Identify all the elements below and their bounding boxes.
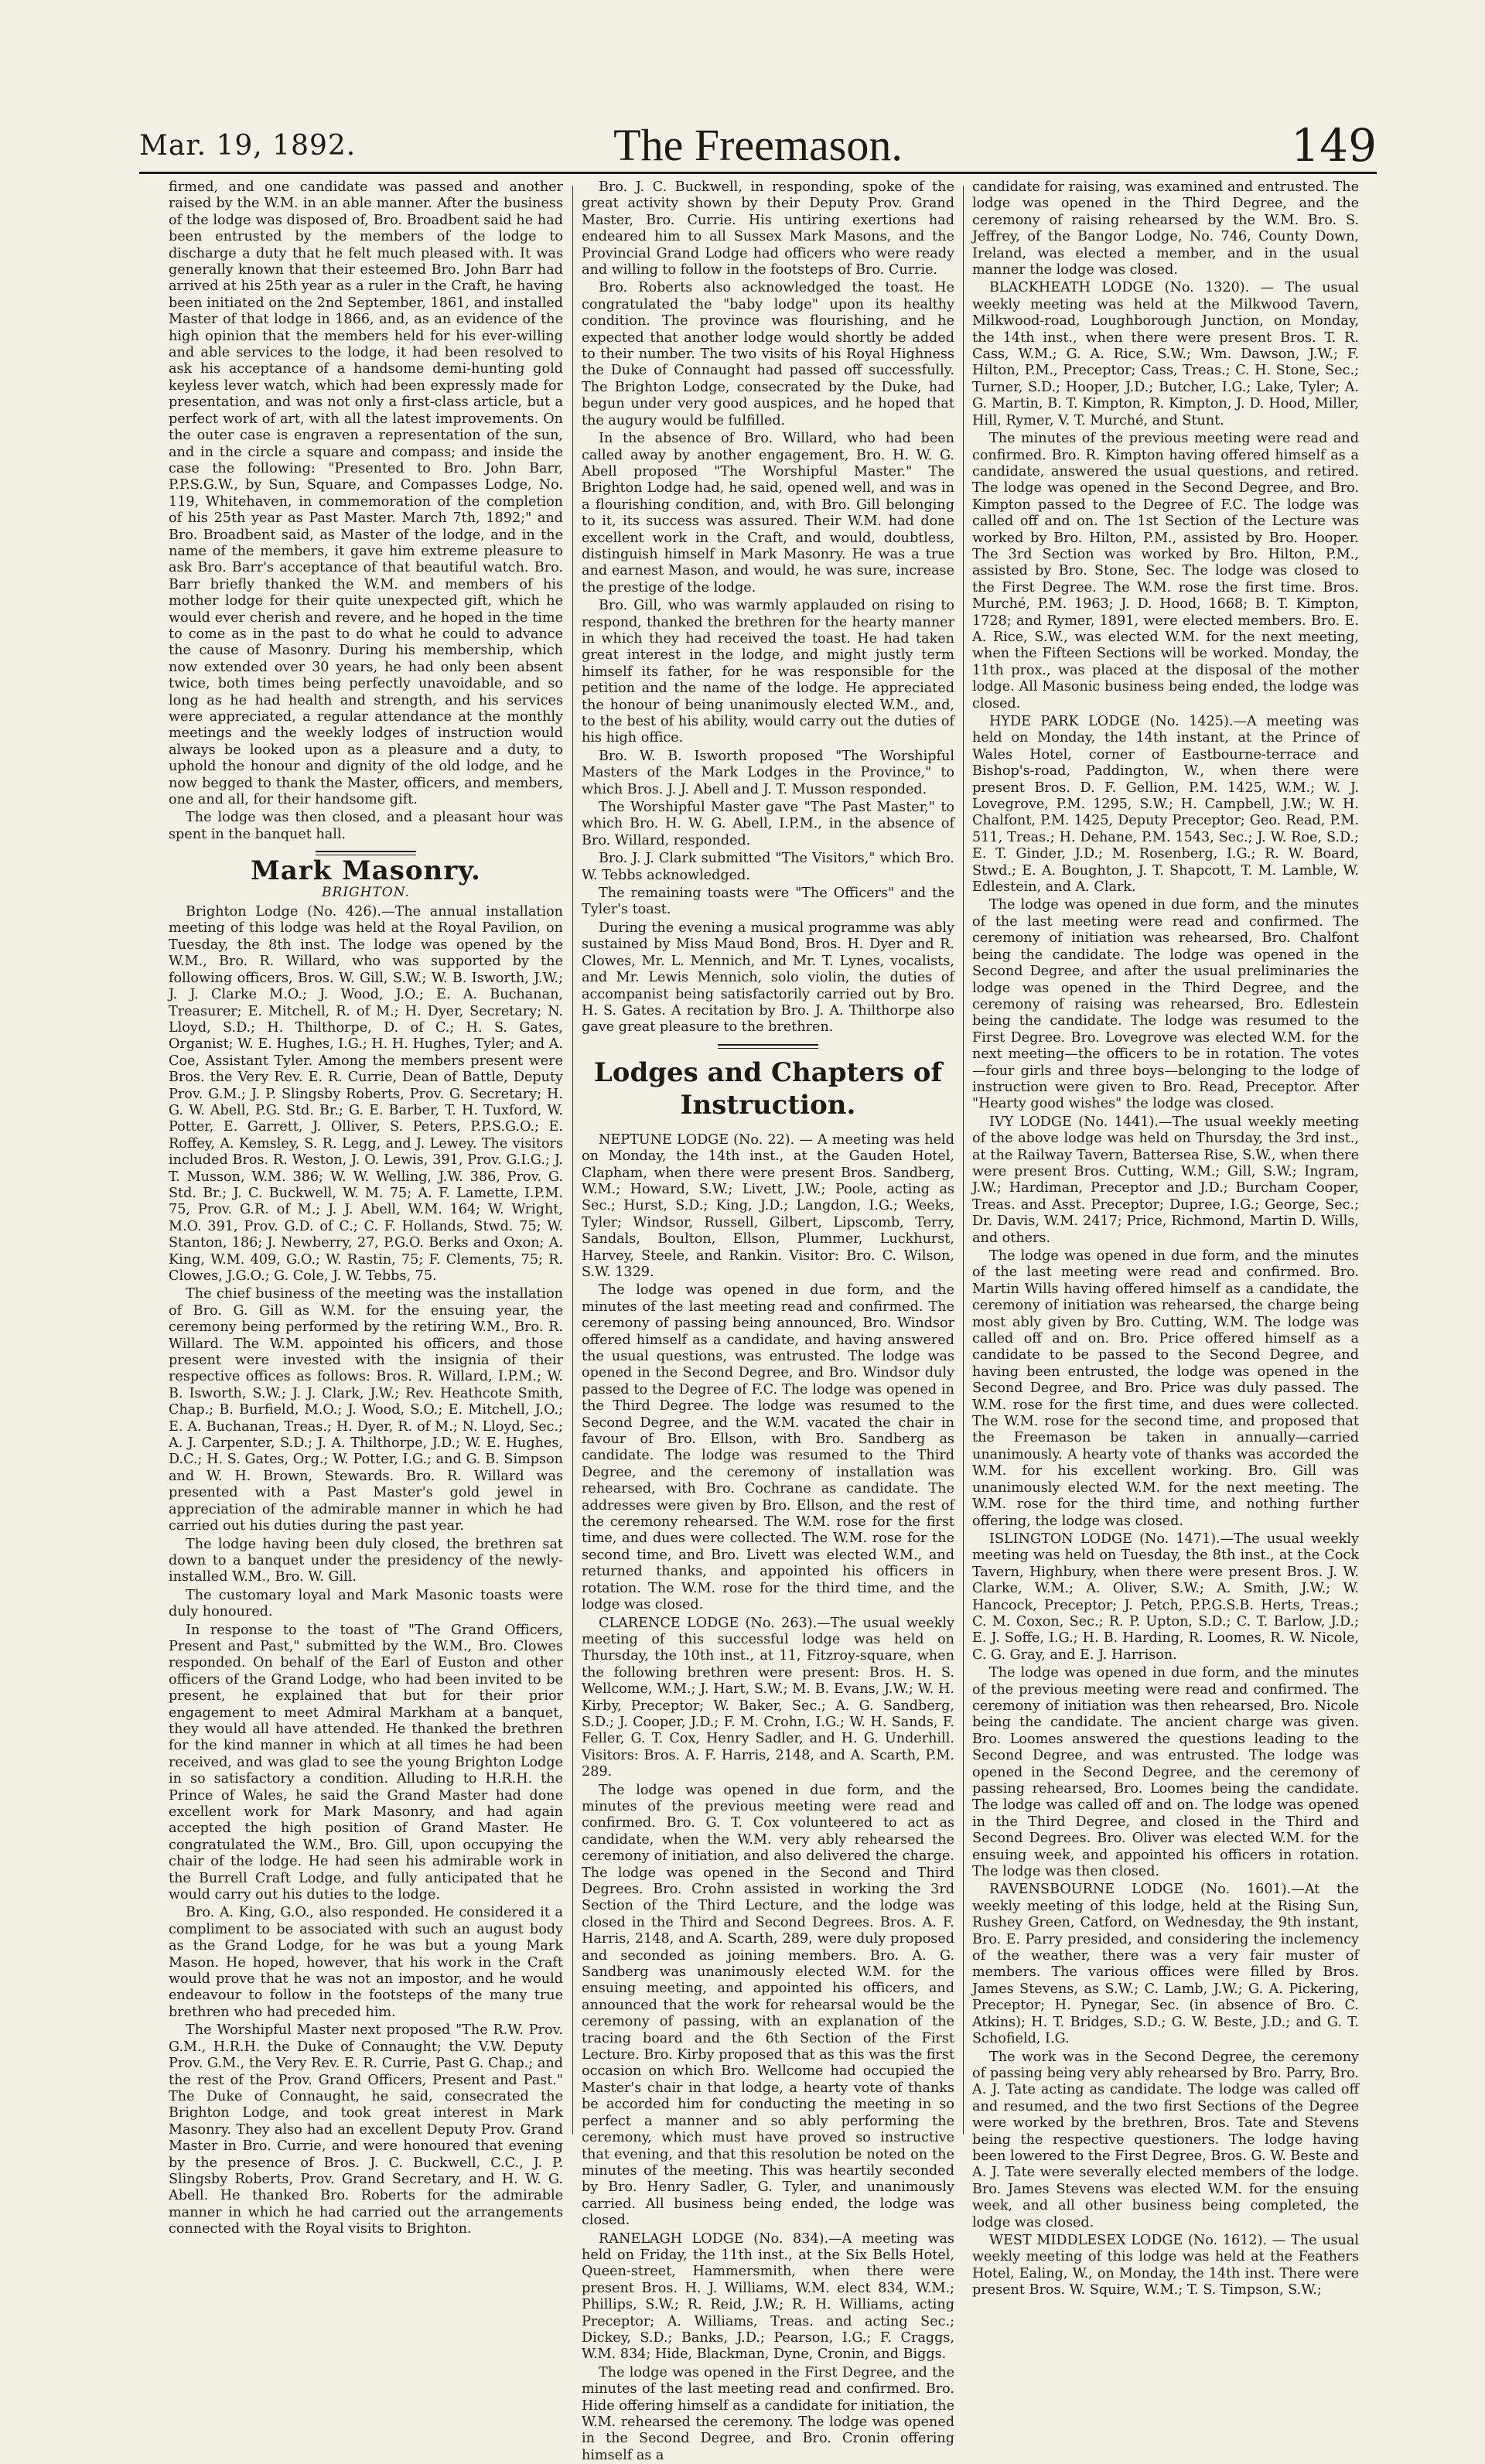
article-paragraph: The customary loyal and Mark Masonic toasts were duly honoured.	[169, 1587, 563, 1620]
newspaper-title: The Freemason.	[613, 120, 903, 170]
article-paragraph: During the evening a musical programme was ably sustained by Miss Maud Bond, Bros. H. Dyer and R. Clowes, Mr. L. Mennich, and Mr. T. Lynes, vocalists, and Mr. Lewis Mennich, solo violin, the duties of accompanist being satisfactorily carried out by Bro. H. S. Gates. A recitation by Bro. J. A. Thilthorpe also gave great pleasure to the brethren.	[582, 920, 954, 1036]
article-paragraph: The remaining toasts were "The Officers" and the Tyler's toast.	[582, 886, 954, 918]
article-paragraph: ISLINGTON LODGE (No. 1471).—The usual weekly meeting was held on Tuesday, the 8th inst., at the Cock Tavern, Highbury, when there were present Bros. J. W. Clarke, W.M.; A. Oliver, S.W.; A. Smith, J.W.; W. Hancock, Preceptor; J. Petch, P.P.G.S.B. Herts, Treas.; C. M. Coxon, Sec.; R. P. Upton, S.D.; C. T. Barlow, J.D.; E. J. Soffe, I.G.; H. B. Harding, R. Loomes, R. W. Nicole, C. G. Gray, and E. J. Harrison.	[972, 1531, 1359, 1663]
article-paragraph: Bro. W. B. Isworth proposed "The Worshipful Masters of the Mark Lodges in the Province," to which Bros. J. J. Abell and J. T. Musson responded.	[582, 748, 954, 797]
page-number: 149	[1291, 119, 1377, 172]
article-paragraph: firmed, and one candidate was passed and another raised by the W.M. in an able manner. After the business of the lodge was disposed of, Bro. Broadbent said he had been entrusted by the members of the lodge to discharge a duty that he felt much pleased with. It was generally known that their esteemed Bro. John Barr had arrived at his 25th year as a ruler in the Craft, he having been initiated on the 2nd September, 1861, and installed Master of that lodge in 1866, and, as an evidence of the high opinion that the members held for his ever-willing and able services to the lodge, it had been resolved to ask his acceptance of a handsome demi-hunting gold keyless lever watch, which had been expressly made for presentation, and was not only a first-class article, but a perfect work of art, with all the latest improvements. On the outer case is engraven a representation of the sun, and in the circle a square and compass; and inside the case the following: "Presented to Bro. John Barr, P.P.S.G.W., by Sun, Square, and Compasses Lodge, No. 119, Whitehaven, in commemoration of the completion of his 25th year as Past Master. March 7th, 1892;" and Bro. Broadbent said, as Master of the lodge, and in the name of the members, it gave him extreme pleasure to ask Bro. Barr's acceptance of that beautiful watch. Bro. Barr briefly thanked the W.M. and members of his mother lodge for their quite unexpected gift, which he would ever cherish and revere, and he hoped in the time to come as in the past to do what he could to advance the cause of Masonry. During his membership, which now extended over 30 years, he had only been absent twice, both times being perfectly unavoidable, and so long as he had health and strength, and his services were appreciated, a regular attendance at the monthly meetings and the weekly lodges of instruction would always be looked upon as a pleasure and a duty, to uphold the honour and dignity of the old lodge, and he now begged to thank the Master, officers, and members, one and all, for their handsome gift.	[169, 179, 563, 808]
column-divider	[963, 186, 964, 2135]
section-divider	[718, 1044, 818, 1049]
article-paragraph: RANELAGH LODGE (No. 834).—A meeting was held on Friday, the 11th inst., at the Six Bells Hotel, Queen-street, Hammersmith, when there were present Bros. H. J. Williams, W.M. elect 834, W.M.; Phillips, S.W.; R. Reid, J.W.; R. H. Williams, acting Preceptor; A. Williams, Treas. and acting Sec.; Dickey, S.D.; Banks, J.D.; Pearson, I.G.; F. Craggs, W.M. 834; Hide, Blackman, Dyne, Cronin, and Biggs.	[582, 2230, 954, 2363]
article-paragraph: In response to the toast of "The Grand Officers, Present and Past," submitted by the W.M., Bro. Clowes responded. On behalf of the Earl of Euston and other officers of the Grand Lodge, who had been invited to be present, he explained that but for their prior engagement to meet Admiral Markham at a banquet, they would all have attended. He thanked the brethren for the kind manner in which at all times he had been received, and was glad to see the young Brighton Lodge in so satisfactory a condition. Alluding to H.R.H. the Prince of Wales, he said the Grand Master had done excellent work for Mark Masonry, and had again accepted the high position of Grand Master. He congratulated the W.M., Bro. Gill, upon occupying the chair of the lodge. He had seen his admirable work in the Burrell Craft Lodge, and fully anticipated that he would carry out his duties to the lodge.	[169, 1622, 563, 1903]
article-paragraph: Bro. J. C. Buckwell, in responding, spoke of the great activity shown by their Deputy Prov. Grand Master, Bro. Currie. His untiring exertions had endeared him to all Sussex Mark Masons, and the Provincial Grand Lodge had officers who were ready and willing to follow in the footsteps of Bro. Currie.	[582, 179, 954, 278]
article-paragraph: NEPTUNE LODGE (No. 22). — A meeting was held on Monday, the 14th inst., at the Gauden Hotel, Clapham, when there were present Bros. Sandberg, W.M.; Howard, S.W.; Livett, J.W.; Poole, acting as Sec.; Hurst, S.D.; King, J.D.; Langdon, I.G.; Weeks, Tyler; Windsor, Russell, Gilbert, Lipscomb, Terry, Sandals, Boulton, Ellson, Plummer, Luckhurst, Harvey, Steele, and Rankin. Visitor: Bro. C. Wilson, S.W. 1329.	[582, 1131, 954, 1280]
article-paragraph: BLACKHEATH LODGE (No. 1320). — The usual weekly meeting was held at the Milkwood Tavern, Milkwood-road, Loughborough Junction, on Monday, the 14th inst., when there were present Bros. T. R. Cass, W.M.; G. A. Rice, S.W.; Wm. Dawson, J.W.; F. Hilton, P.M., Preceptor; Cass, Treas.; C. H. Stone, Sec.; Turner, S.D.; Hooper, J.D.; Butcher, I.G.; Lake, Tyler; A. G. Martin, B. T. Kimpton, R. Kimpton, J. D. Hood, Miller, Hill, Rymer, V. T. Murché, and Stunt.	[972, 280, 1359, 428]
article-paragraph: The lodge having been duly closed, the brethren sat down to a banquet under the presidency of the newly-installed W.M., Bro. W. Gill.	[169, 1536, 563, 1585]
article-paragraph: The chief business of the meeting was the installation of Bro. G. Gill as W.M. for the ensuing year, the ceremony being performed by the retiring W.M., Bro. R. Willard. The W.M. appointed his officers, and those present were invested with the insignia of their respective offices as follows: Bros. R. Willard, I.P.M.; W. B. Isworth, S.W.; J. J. Clark, J.W.; Rev. Heathcote Smith, Chap.; B. Burfield, M.O.; J. Wood, S.O.; E. Mitchell, J.O.; E. A. Buchanan, Treas.; H. Dyer, R. of M.; N. Lloyd, Sec.; A. J. Carpenter, S.D.; J. A. Thilthorpe, J.D.; W. E. Hughes, D.C.; H. S. Gates, Org.; W. Potter, I.G.; and G. B. Simpson and W. H. Brown, Stewards. Bro. R. Willard was presented with a Past Master's gold jewel in appreciation of the admirable manner in which he had carried out his duties during the past year.	[169, 1286, 563, 1534]
article-paragraph: Bro. A. King, G.O., also responded. He considered it a compliment to be associated with such an august body as the Grand Lodge, for he was but a young Mark Mason. He hoped, however, that his work in the Craft would prove that he was not an impostor, and he would endeavour to follow in the footsteps of the many true brethren who had preceded him.	[169, 1905, 563, 2020]
article-paragraph: Bro. Gill, who was warmly applauded on rising to respond, thanked the brethren for the hearty manner in which they had received the toast. He had taken great interest in the lodge, and might justly term himself its father, for he was responsible for the petition and the name of the lodge. He appreciated the honour of being unanimously elected W.M., and, to the best of his ability, would carry out the duties of his high office.	[582, 598, 954, 746]
article-paragraph: CLARENCE LODGE (No. 263).—The usual weekly meeting of this successful lodge was held on Thursday, the 10th inst., at 11, Fitzroy-square, when the following brethren were present: Bros. H. S. Wellcome, W.M.; J. Hart, S.W.; M. B. Evans, J.W.; W. H. Kirby, Preceptor; W. Baker, Sec.; A. G. Sandberg, S.D.; J. Cooper, J.D.; F. M. Crohn, I.G.; W. H. Sands, F. Feller, G. T. Cox, Henry Sadler, and H. G. Underhill. Visitors: Bros. A. F. Harris, 2148, and A. Scarth, P.M. 289.	[582, 1615, 954, 1780]
article-paragraph: IVY LODGE (No. 1441).—The usual weekly meeting of the above lodge was held on Thursday, the 3rd inst., at the Railway Tavern, Battersea Rise, S.W., when there were present Bros. Cutting, W.M.; Gill, S.W.; Ingram, J.W.; Hardiman, Preceptor and J.D.; Burcham Cooper, Treas. and Asst. Preceptor; Dupree, I.G.; George, Sec.; Dr. Davis, W.M. 2417; Price, Richmond, Martin D. Wills, and others.	[972, 1114, 1359, 1246]
article-paragraph: The minutes of the previous meeting were read and confirmed. Bro. R. Kimpton having offered himself as a candidate, answered the usual questions, and retired. The lodge was opened in the Second Degree, and Bro. Kimpton passed to the Degree of F.C. The lodge was called off and on. The 1st Section of the Lecture was worked by Bro. Hilton, P.M., assisted by Bro. Hooper. The 3rd Section was worked by Bro. Hilton, P.M., assisted by Bro. Stone, Sec. The lodge was closed to the First Degree. The W.M. rose the first time. Bros. Murché, P.M. 1963; J. D. Hood, 1668; B. T. Kimpton, 1728; and Rymer, 1891, were elected members. Bro. E. A. Rice, S.W., was elected W.M. for the next meeting, when the Fifteen Sections will be worked. Monday, the 11th prox., was placed at the disposal of the mother lodge. All Masonic business being ended, the lodge was closed.	[972, 431, 1359, 712]
header-rule	[139, 172, 1377, 174]
section-heading-lodges-of-instruction: Lodges and Chapters of Instruction.	[593, 1056, 943, 1121]
article-paragraph: Bro. J. J. Clark submitted "The Visitors," which Bro. W. Tebbs acknowledged.	[582, 851, 954, 883]
article-paragraph: The lodge was opened in due form, and the minutes of the last meeting read and confirmed. The ceremony of passing being announced, Bro. Windsor offered himself as a candidate, and having answered the usual questions, was entrusted. The lodge was opened in the Second Degree, and Bro. Windsor duly passed to the Degree of F.C. The lodge was opened in the Third Degree. The lodge was resumed to the Second Degree, and the W.M. vacated the chair in favour of Bro. Ellson, with Bro. Sandberg as candidate. The lodge was resumed to the Third Degree, and the ceremony of installation was rehearsed, with Bro. Cochrane as candidate. The addresses were given by Bro. Ellson, and the rest of the ceremony rehearsed. The W.M. rose for the first time, and dues were collected. The W.M. rose for the second time, and Bro. Livett was elected W.M., and returned thanks, and appointed his officers in rotation. The W.M. rose for the third time, and the lodge was closed.	[582, 1282, 954, 1613]
column-3	[972, 179, 1359, 2298]
column-2	[582, 179, 954, 2463]
article-paragraph: In the absence of Bro. Willard, who had been called away by another engagement, Bro. H. W. G. Abell proposed "The Worshipful Master." The Brighton Lodge had, he said, opened well, and was in a flourishing condition, and, with Bro. Gill belonging to it, its success was assured. Their W.M. had done excellent work in the Craft, and would, doubtless, distinguish himself in Mark Masonry. He was a true and earnest Mason, and would, he was sure, increase the prestige of the lodge.	[582, 431, 954, 596]
article-paragraph: HYDE PARK LODGE (No. 1425).—A meeting was held on Monday, the 14th instant, at the Prince of Wales Hotel, corner of Eastbourne-terrace and Bishop's-road, Paddington, W., when there were present Bros. D. F. Gellion, P.M. 1425, W.M.; W. J. Lovegrove, P.M. 1295, S.W.; H. Campbell, J.W.; W. H. Chalfont, P.M. 1425, Deputy Preceptor; Geo. Read, P.M. 511, Treas.; H. Dehane, P.M. 1543, Sec.; J. W. Roe, S.D.; E. T. Ginder, J.D.; M. Rosenberg, I.G.; R. W. Board, Stwd.; E. A. Boughton, J. T. Shapcott, T. M. Lamble, W. Edlestein, and A. Clark.	[972, 714, 1359, 896]
article-paragraph: RAVENSBOURNE LODGE (No. 1601).—At the weekly meeting of this lodge, held at the Rising Sun, Rushey Green, Catford, on Wednesday, the 9th instant, Bro. E. Parry presided, and considering the inclemency of the weather, there was a very fair muster of members. The various offices were filled by Bros. James Stevens, as S.W.; C. Lamb, J.W.; G. A. Pickering, Preceptor; H. Pynegar, Sec. (in absence of Bro. C. Atkins); H. T. Bridges, S.D.; G. W. Beste, J.D.; and G. T. Schofield, I.G.	[972, 1882, 1359, 2047]
article-paragraph: The Worshipful Master gave "The Past Master," to which Bro. H. W. G. Abell, I.P.M., in the absence of Bro. Willard, responded.	[582, 800, 954, 848]
column-divider	[572, 186, 573, 2135]
article-paragraph: The lodge was opened in the First Degree, and the minutes of the last meeting read and confirmed. Bro. Hide offering himself as a candidate for initiation, the W.M. rehearsed the ceremony. The lodge was opened in the Second Degree, and Bro. Cronin offering himself as a	[582, 2364, 954, 2463]
article-paragraph: Bro. Roberts also acknowledged the toast. He congratulated the "baby lodge" upon its healthy condition. The province was flourishing, and he expected that another lodge would shortly be added to their number. The two visits of his Royal Highness the Duke of Connaught had passed off successfully. The Brighton Lodge, consecrated by the Duke, had begun under very good auspices, and he hoped that the augury would be fulfilled.	[582, 280, 954, 428]
location-subheading: BRIGHTON.	[322, 884, 410, 900]
section-heading-mark-masonry: Mark Masonry.	[251, 855, 481, 887]
article-paragraph: Brighton Lodge (No. 426).—The annual installation meeting of this lodge was held at the Royal Pavilion, on Tuesday, the 8th inst. The lodge was opened by the W.M., Bro. R. Willard, who was supported by the following officers, Bros. W. Gill, S.W.; W. B. Isworth, J.W.; J. J. Clarke M.O.; J. Wood, J.O.; E. A. Buchanan, Treasurer; E. Mitchell, R. of M.; H. Dyer, Secretary; N. Lloyd, S.D.; H. Thilthorpe, D. of C.; H. S. Gates, Organist; W. E. Hughes, I.G.; H. H. Hughes, Tyler; and A. Coe, Assistant Tyler. Among the members present were Bros. the Very Rev. E. R. Currie, Dean of Battle, Deputy Prov. G.M.; J. P. Slingsby Roberts, Prov. G. Secretary; H. G. W. Abell, P.G. Std. Br.; G. E. Barber, T. H. Tuxford, W. Potter, E. Garrett, J. Olliver, S. Peters, P.P.S.G.O.; E. Roffey, A. Kemsley, S. R. Legg, and J. Lewey. The visitors included Bros. R. Weston, J. O. Lewis, 391, Prov. G.I.G.; J. T. Musson, W.M. 386; W. W. Welling, J.W. 386, Prov. G. Std. Br.; J. C. Buckwell, W. M. 75; A. F. Lamette, I.P.M. 75, Prov. G.R. of M.; J. J. Abell, W.M. 164; W. Wright, M.O. 391, Prov. G.D. of C.; C. F. Hollands, Stwd. 75; W. Stanton, 186; J. Newberry, 27, P.G.O. Berks and Oxon; A. King, W.M. 409, G.O.; W. Rastin, 75; F. Clements, 75; R. Clowes, J.G.O.; G. Cole, J. W. Tebbs, 75.	[169, 904, 563, 1284]
article-paragraph: The work was in the Second Degree, the ceremony of passing being very ably rehearsed by Bro. Parry, Bro. A. J. Tate acting as candidate. The lodge was called off and resumed, and the two first Sections of the Degree were worked by the brethren, Bros. Tate and Stevens being the respective questioners. The lodge having been lowered to the First Degree, Bros. G. W. Beste and A. J. Tate were severally elected members of the lodge. Bro. James Stevens was elected W.M. for the ensuing week, and all other business being completed, the lodge was closed.	[972, 2049, 1359, 2230]
masthead	[139, 116, 1377, 170]
article-paragraph: The lodge was opened in due form, and the minutes of the last meeting were read and confirmed. The ceremony of initiation was rehearsed, Bro. Chalfont being the candidate. The lodge was opened in the Second Degree, and after the usual preliminaries the lodge was opened in the Third Degree, and the ceremony of raising was rehearsed, Bro. Edlestein being the candidate. The lodge was resumed to the First Degree. Bro. Lovegrove was elected W.M. for the next meeting—the officers to be in rotation. The votes—four girls and three boys—belonging to the lodge of instruction were given to Bro. Read, Preceptor. After "Hearty good wishes" the lodge was closed.	[972, 897, 1359, 1112]
article-paragraph: The lodge was opened in due form, and the minutes of the previous meeting were read and confirmed. Bro. G. T. Cox volunteered to act as candidate, when the W.M. very ably rehearsed the ceremony of initiation, and also delivered the charge. The lodge was opened in the Second and Third Degrees. Bro. Crohn assisted in working the 3rd Section of the Third Lecture, and the lodge was closed in the Third and Second Degrees. Bros. A. F. Harris, 2148, and A. Scarth, 289, were duly proposed and seconded as joining members. Bro. A. G. Sandberg was unanimously elected W.M. for the ensuing meeting, and appointed his officers, and announced that the work for rehearsal would be the ceremony of passing, with an explanation of the tracing board and the 6th Section of the First Lecture. Bro. Kirby proposed that as this was the first occasion on which Bro. Wellcome had occupied the Master's chair in that lodge, a hearty vote of thanks be accorded him for conducting the meeting in so perfect a manner and so ably performing the ceremony, which must have proved so instructive that evening, and that this resolution be noted on the minutes of the meeting. This was heartily seconded by Bro. Henry Sadler, G. Tyler, and unanimously carried. All business being ended, the lodge was closed.	[582, 1782, 954, 2229]
article-paragraph: The lodge was then closed, and a pleasant hour was spent in the banquet hall.	[169, 810, 563, 842]
article-paragraph: The Worshipful Master next proposed "The R.W. Prov. G.M., H.R.H. the Duke of Connaught; the V.W. Deputy Prov. G.M., the Very Rev. E. R. Currie, Past G. Chap.; and the rest of the Prov. Grand Officers, Present and Past." The Duke of Connaught, he said, consecrated the Brighton Lodge, and took great interest in Mark Masonry. They also had an excellent Deputy Prov. Grand Master in Bro. Currie, and were honoured that evening by the presence of Bros. J. C. Buckwell, C.C., J. P. Slingsby Roberts, Prov. Grand Secretary, and H. W. G. Abell. He thanked Bro. Roberts for the admirable manner in which he had carried out the arrangements connected with the Royal visits to Brighton.	[169, 2022, 563, 2237]
article-paragraph: The lodge was opened in due form, and the minutes of the previous meeting were read and confirmed. The ceremony of initiation was then rehearsed, Bro. Nicole being the candidate. The ancient charge was given. Bro. Loomes answered the questions leading to the Second Degree, and was entrusted. The lodge was opened in the Second Degree, and the ceremony of passing rehearsed, Bro. Loomes being the candidate. The lodge was called off and on. The lodge was opened in the Third Degree, and closed in the Third and Second Degrees. Bro. Oliver was elected W.M. for the ensuing week, and appointed his officers in rotation. The lodge was then closed.	[972, 1665, 1359, 1880]
article-paragraph: candidate for raising, was examined and entrusted. The lodge was opened in the Third Degree, and the ceremony of raising rehearsed by the W.M. Bro. S. Jeffrey, of the Bangor Lodge, No. 746, County Down, Ireland, was elected a member, and in the usual manner the lodge was closed.	[972, 179, 1359, 278]
issue-date: Mar. 19, 1892.	[139, 130, 357, 162]
article-paragraph: The lodge was opened in due form, and the minutes of the last meeting were read and confirmed. Bro. Martin Wills having offered himself as a candidate, the ceremony of initiation was rehearsed, the charge being most ably given by Bro. Cutting, W.M. The lodge was called off and on. Bro. Price offered himself as a candidate to be passed to the Second Degree, and having been entrusted, the lodge was opened in the Second Degree, and Bro. Price was duly passed. The W.M. rose for the first time, and dues were collected. The W.M. rose for the second time, and proposed that the Freemason be taken in annually—carried unanimously. A hearty vote of thanks was accorded the W.M. for his excellent working. Bro. Gill was unanimously elected W.M. for the next meeting. The W.M. rose for the third time, and nothing further offering, the lodge was closed.	[972, 1248, 1359, 1529]
column-1	[169, 179, 563, 2237]
article-paragraph: WEST MIDDLESEX LODGE (No. 1612). — The usual weekly meeting of this lodge was held at the Feathers Hotel, Ealing, W., on Monday, the 14th inst. There were present Bros. W. Squire, W.M.; T. S. Timpson, S.W.;	[972, 2232, 1359, 2298]
